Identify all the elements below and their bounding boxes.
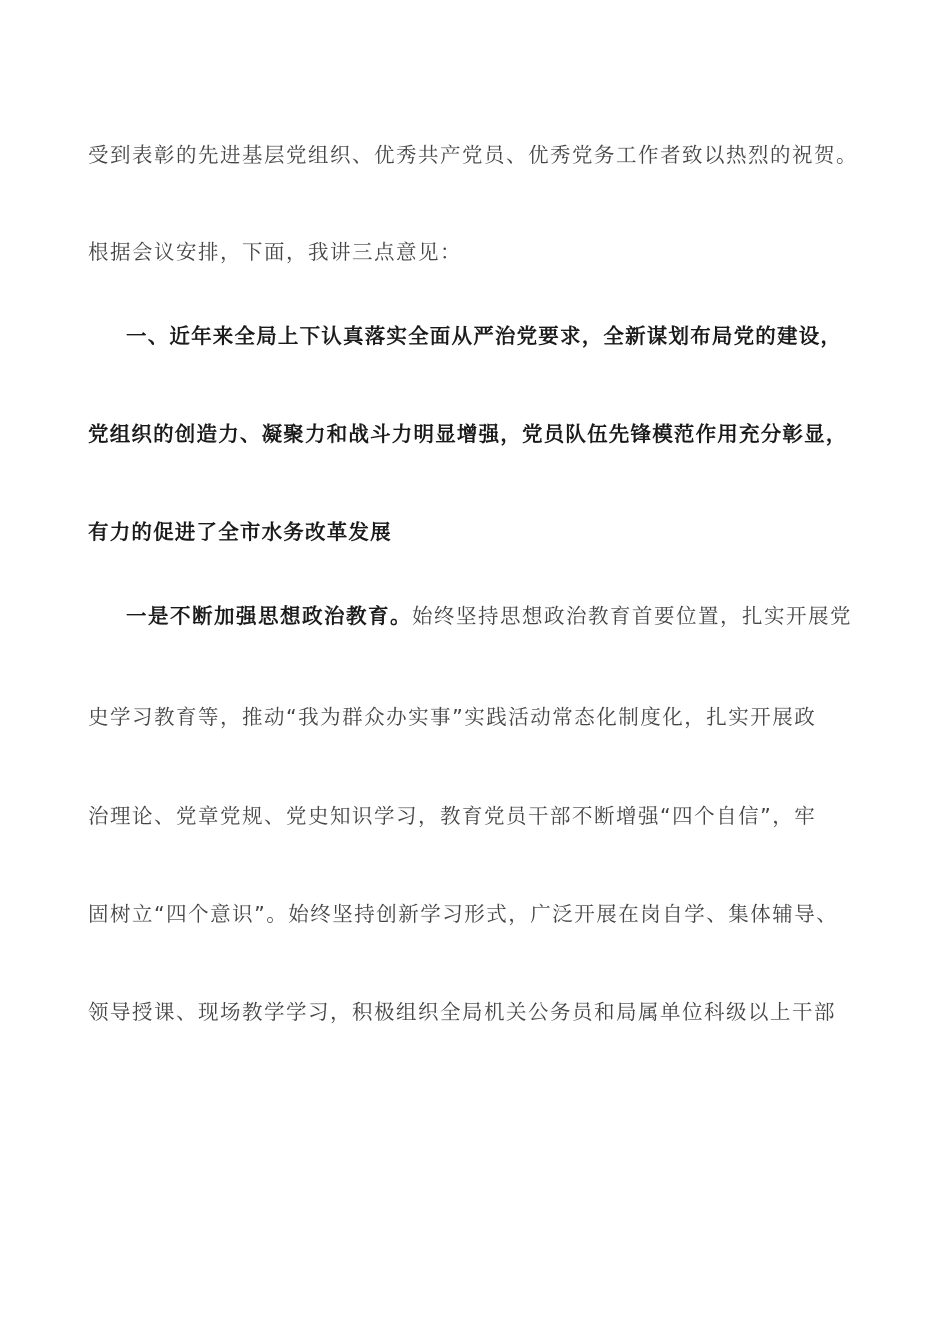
- paragraph-line: 根据会议安排，下面，我讲三点意见：: [88, 240, 462, 264]
- section-heading-line: 一、近年来全局上下认真落实全面从严治党要求，全新谋划布局党的建设，: [126, 324, 843, 348]
- subheading-lead: 一是不断加强思想政治教育。: [126, 604, 412, 628]
- section-heading-line: 党组织的创造力、凝聚力和战斗力明显增强，党员队伍先锋模范作用充分彰显，: [88, 422, 848, 446]
- paragraph-line: 受到表彰的先进基层党组织、优秀共产党员、优秀党务工作者致以热烈的祝贺。: [88, 143, 858, 167]
- paragraph-text: 始终坚持思想政治教育首要位置，扎实开展党: [412, 604, 852, 628]
- paragraph-line: [126, 600, 926, 632]
- paragraph-line: 领导授课、现场教学学习，积极组织全局机关公务员和局属单位科级以上干部: [88, 1000, 836, 1024]
- paragraph-line: 固树立“四个意识”。始终坚持创新学习形式，广泛开展在岗自学、集体辅导、: [88, 902, 839, 926]
- paragraph-line: 史学习教育等，推动“我为群众办实事”实践活动常态化制度化，扎实开展政: [88, 705, 817, 729]
- paragraph-line: 治理论、党章党规、党史知识学习，教育党员干部不断增强“四个自信”，牢: [88, 804, 817, 828]
- section-heading-line: 有力的促进了全市水务改革发展: [88, 520, 392, 544]
